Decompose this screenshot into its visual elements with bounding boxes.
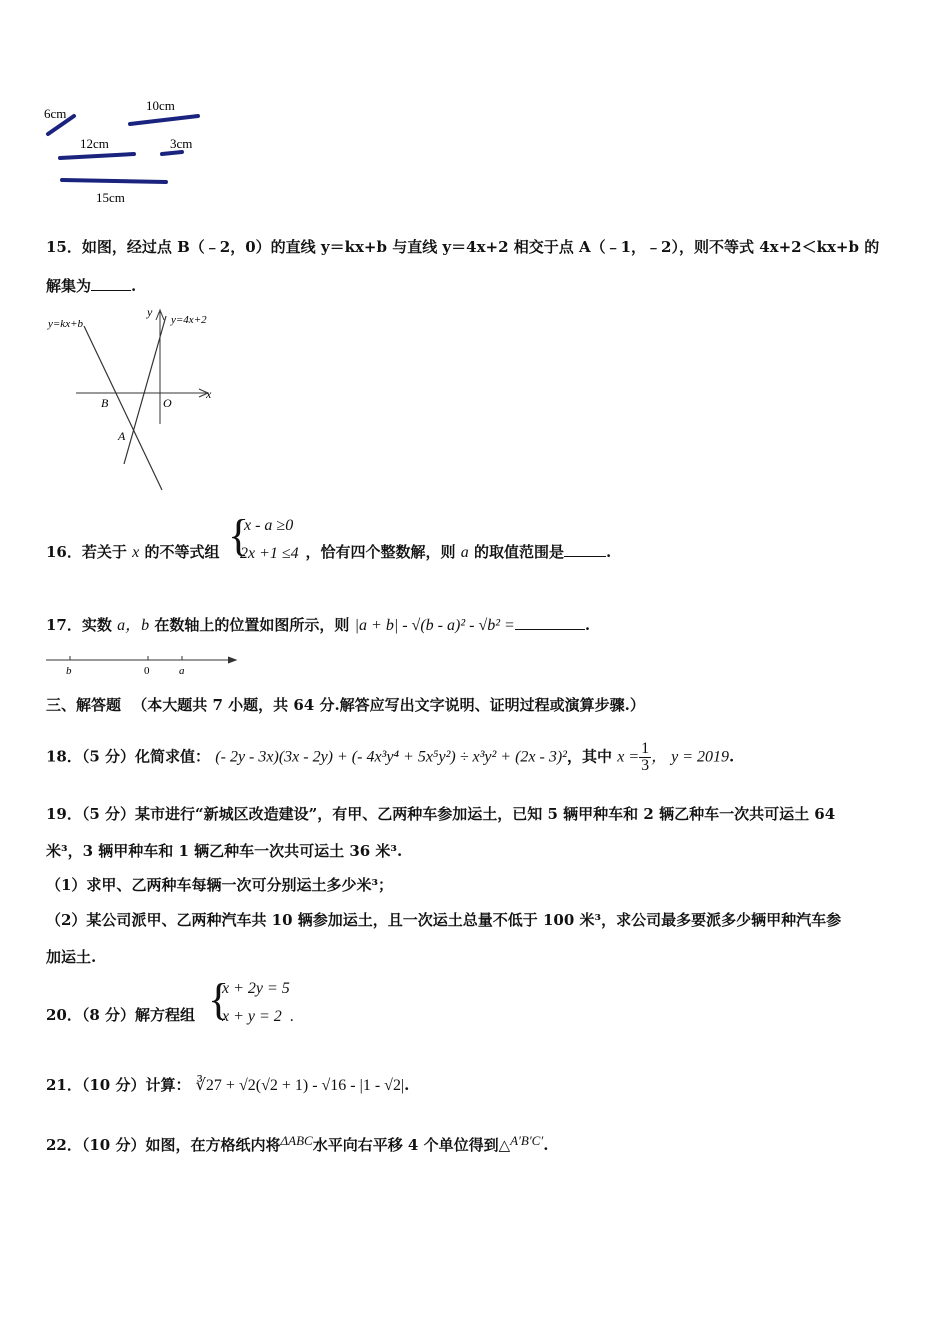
q19-sub2-text1: （2）某公司派甲、乙两种汽车共 10 辆参加运土，且一次运土总量不低于 100 米³，求公司最多要派多少辆甲种汽车参 — [46, 911, 842, 929]
q18-x-fraction — [639, 741, 651, 774]
q18-x-eq: x = — [617, 748, 640, 766]
q15-end: . — [131, 277, 137, 295]
q20-end: . — [289, 1008, 294, 1025]
q20-eq1: x + 2y = 5 — [222, 980, 290, 997]
q15-label-y: y — [147, 305, 153, 319]
q17-number-line — [44, 650, 244, 678]
q18-number: 18． — [46, 747, 82, 766]
q15-line-kxb — [84, 326, 162, 490]
stick-3cm — [162, 152, 182, 154]
q16-end: . — [605, 543, 612, 561]
q21-line — [46, 1074, 409, 1095]
q15-label-4x2: y=4x+2 — [171, 314, 207, 326]
q22-triangle: ΔABC — [280, 1133, 313, 1148]
stick-label-15cm: 15cm — [96, 190, 125, 205]
q19-line1 — [46, 803, 835, 824]
stick-label-10cm: 10cm — [146, 98, 175, 113]
q18-y-eq: ， y = 2019 — [651, 748, 730, 766]
section3-note: （本大题共 7 小题，共 64 分.解答应写出文字说明、证明过程或演算步骤.） — [132, 696, 645, 714]
q16-mid: 的不等式组 — [144, 543, 220, 561]
q20-brace: { — [208, 975, 230, 1024]
q18-score: （5 分） — [81, 747, 136, 766]
q22-number: 22． — [46, 1136, 82, 1154]
q15-answer-label: 解集为 — [46, 277, 92, 295]
q19-text1: 某市进行“新城区改造建设”，有甲、乙两种车参加运土，已知 5 辆甲种车和 2 辆乙种车一次共可运土 64 — [135, 805, 836, 823]
q16-answer-blank[interactable] — [564, 544, 606, 557]
q22-text: 如图，在方格纸内将 — [145, 1136, 281, 1154]
q17-pre: 实数 — [81, 616, 112, 634]
q21-expr: ∛27 + √2(√2 + 1) - √16 - |1 - √2| — [195, 1077, 405, 1094]
q17-expr: |a + b| - √(b - a)² - √b² = — [354, 617, 515, 634]
q18-x-denominator: 3 — [641, 757, 650, 774]
q22-triangle-prime: A′B′C′ — [510, 1133, 544, 1148]
q16-post2: 的取值范围是 — [473, 543, 564, 561]
stick-15cm — [62, 180, 166, 182]
q18-line — [46, 741, 734, 774]
q22-line — [46, 1134, 548, 1155]
stick-label-12cm: 12cm — [80, 136, 109, 151]
q15-text: 如图，经过点 B（﹣2，0）的直线 y＝kx+b 与直线 y＝4x+2 相交于点 A（﹣1，﹣2），则不等式 4x+2＜kx+b 的 — [81, 238, 880, 256]
q16-pre: 若关于 — [81, 543, 127, 561]
q16-post: ，恰有四个整数解，则 — [305, 543, 456, 561]
q22-end: . — [543, 1136, 549, 1154]
q15-number: 15． — [46, 238, 82, 256]
stick-12cm — [60, 154, 134, 158]
q19-line2 — [46, 840, 402, 861]
q18-x-numerator: 1 — [641, 740, 650, 757]
q17-end: . — [584, 616, 591, 634]
q17-label-0: 0 — [144, 665, 150, 677]
q17-axis-arrow — [228, 657, 236, 663]
q22-score: （10 分） — [81, 1136, 146, 1154]
q19-sub1-text: （1）求甲、乙两种车每辆一次可分别运土多少米³； — [46, 876, 394, 894]
q17-line — [46, 612, 590, 635]
q15-label-A: A — [118, 429, 126, 443]
q15-line2 — [46, 275, 136, 296]
q21-end: . — [404, 1076, 410, 1094]
q20-eq2-text: x + y = 2 — [222, 1008, 282, 1025]
q15-label-kxb: y=kx+b — [48, 318, 83, 330]
q15-label-B: B — [101, 396, 109, 410]
q17-post: 在数轴上的位置如图所示，则 — [154, 616, 350, 634]
q20-line — [46, 1004, 195, 1025]
q18-end: . — [729, 747, 735, 766]
q16-number: 16． — [46, 543, 82, 561]
q20-text: 解方程组 — [135, 1006, 196, 1024]
q15-graph — [46, 304, 226, 494]
q17-label-a: a — [179, 665, 185, 677]
q18-expr: (- 2y - 3x)(3x - 2y) + (- 4x³y⁴ + 5x⁵y²) ÷ x³y² + (2x - 3)² — [215, 748, 567, 766]
q21-score: （10 分） — [81, 1076, 146, 1094]
q18-text: 化简求值： — [135, 747, 211, 766]
q15-label-O: O — [163, 396, 172, 410]
q15-label-x: x — [206, 387, 212, 401]
q20-number: 20． — [46, 1006, 82, 1024]
section3-heading — [46, 694, 645, 715]
q16-brace: { — [228, 511, 250, 560]
stick-10cm — [130, 116, 198, 124]
q19-sub2-text2: 加运土. — [46, 948, 97, 966]
q18-where: ，其中 — [566, 747, 612, 766]
q22-text2: 水平向右平移 4 个单位得到△ — [312, 1136, 511, 1154]
q15-line1 — [46, 236, 879, 257]
stick-label-6cm: 6cm — [44, 106, 67, 121]
q16-var-a: a — [460, 544, 469, 561]
q21-number: 21． — [46, 1076, 82, 1094]
q16-ineq1: x - a ≥0 — [244, 517, 294, 534]
q19-score: （5 分） — [81, 805, 136, 823]
q16-line — [46, 541, 611, 562]
q19-sub2-line2 — [46, 946, 96, 967]
q19-sub1 — [46, 874, 393, 895]
q17-number: 17． — [46, 616, 82, 634]
q20-score: （8 分） — [81, 1006, 136, 1024]
stick-label-3cm: 3cm — [170, 136, 193, 151]
q17-label-b: b — [66, 665, 72, 677]
q15-answer-blank[interactable] — [91, 278, 131, 291]
q19-text2: 米³，3 辆甲种车和 1 辆乙种车一次共可运土 36 米³. — [46, 842, 403, 860]
q17-vars: a，b — [117, 617, 150, 634]
q21-text: 计算： — [145, 1076, 191, 1094]
section3-title: 三、解答题 — [46, 696, 122, 714]
q19-sub2-line1 — [46, 909, 841, 930]
q20-eq2 — [222, 1008, 294, 1026]
q17-answer-blank[interactable] — [515, 617, 585, 630]
q19-number: 19． — [46, 805, 82, 823]
sticks-figure — [40, 92, 220, 208]
q16-var-x: x — [132, 544, 140, 561]
q16-ineq2: 2x +1 ≤4 — [240, 545, 299, 562]
